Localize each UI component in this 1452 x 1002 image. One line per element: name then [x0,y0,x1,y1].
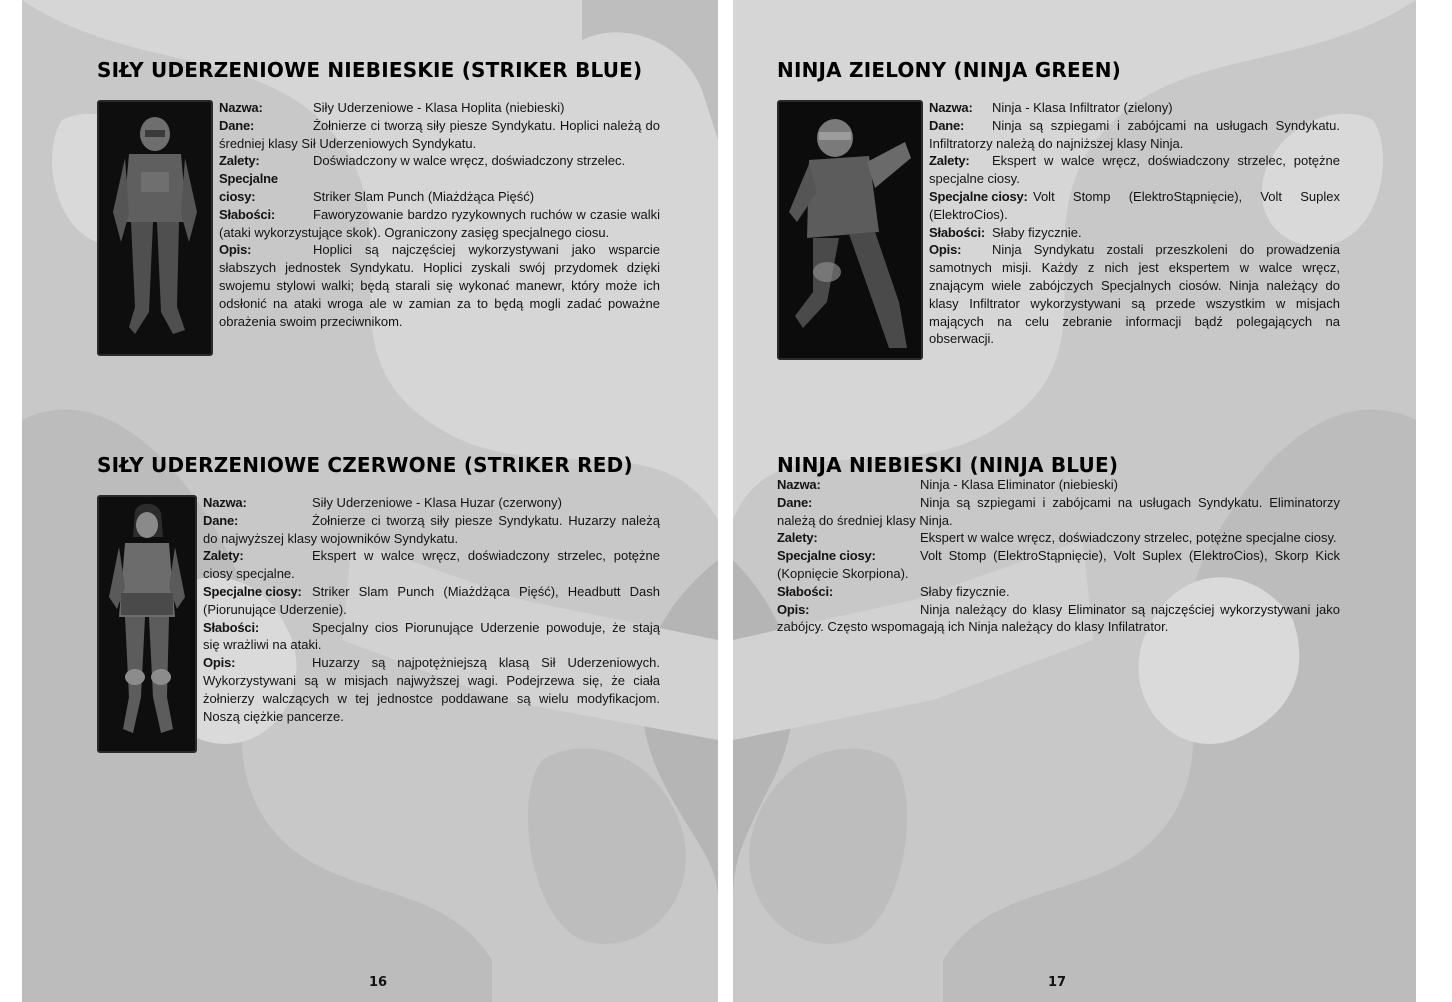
field-value: Striker Slam Punch (Miażdżąca Pięść), Headbutt Dash (Piorunujące Uderzenie). [203,583,660,617]
field-specjalne-ciosy [777,547,1340,583]
field-label: Nazwa: [219,100,263,115]
field-opis [203,654,660,725]
field-dane [219,117,660,153]
soldier-figure-image [99,102,211,354]
field-value: Huzarzy są najpotężniejszą klasą Sił Uderzeniowych. Wykorzystywani są w misjach najwyższej wagi. Podejrzewa się, że ciała żołnierzy walczących w tej jednostce poddawane są wielu modyfikacjom. Noszą ciężkie pancerze. [203,655,660,724]
field-zalety [203,547,660,583]
field-value: Ninja należący do klasy Eliminator są najczęściej wykorzystywani jako zabójcy. Często wspomagają ich Ninja należący do klasy Infilatrator. [777,601,1340,635]
field-dane [203,512,660,548]
field-label: Dane: [219,117,255,133]
field-label: Nazwa: [777,477,821,492]
field-label: Słabości: [929,224,985,240]
field-label: Specjalne ciosy: [203,583,302,599]
field-value: Striker Slam Punch (Miażdżąca Pięść) [313,188,535,204]
field-zalety [219,152,660,170]
field-value: Żołnierze ci tworzą siły piesze Syndykatu. Hoplici należą do średniej klasy Sił Uderzeniowych Syndykatu. [219,117,660,151]
field-label: Słabości: [777,583,833,599]
page-number-right: 17 [1048,975,1067,990]
ninja-figure-image [779,102,921,358]
field-value: Hoplici są najczęściej wykorzystywani jako wsparcie słabszych jednostek Syndykatu. Hoplici zyskali swój przydomek dzięki swojemu stylowi walki; będą starali się wykonać manewr, który może ich odsłonić na ataki wroga ale w zamian za to będą mogli zadać poważne obrażenia swoim przeciwnikom. [219,242,660,329]
field-value: Ekspert w walce wręcz, doświadczony strzelec, potężne specjalne ciosy. [929,153,1340,187]
field-label: Opis: [203,655,236,671]
field-value: Ekspert w walce wręcz, doświadczony strzelec, potężne specjalne ciosy. [920,530,1337,546]
field-label: Zalety: [203,548,244,564]
field-value: Ninja - Klasa Eliminator (niebieski) [920,477,1118,492]
field-label: Słabości: [219,206,275,222]
field-dane [929,117,1340,153]
field-specjalne-ciosy [203,583,660,619]
field-label: Słabości: [203,619,259,635]
field-opis [777,601,1340,637]
soldier-figure-image [99,497,195,751]
field-value: Ekspert w walce wręcz, doświadczony strzelec, potężne ciosy specjalne. [203,548,660,582]
heading-ninja-blue: NINJA NIEBIESKI (NINJA BLUE) [777,453,1119,477]
ninja-green-portrait [777,100,923,360]
field-value: Volt Stomp (ElektroStąpnięcie), Volt Suplex (ElektroCios), Skorp Kick (Kopnięcie Skorpiona). [777,548,1340,581]
field-specjalne-ciosy [219,170,660,206]
field-zalety [929,152,1340,188]
field-opis [929,241,1340,348]
field-value: Ninja - Klasa Infiltrator (zielony) [992,100,1173,115]
striker-blue-portrait [97,100,213,356]
field-label: Specjalne ciosy: [219,171,278,204]
field-nazwa [777,476,1340,494]
field-specjalne-ciosy [929,188,1340,224]
page-number-left: 16 [369,975,388,990]
field-value: Ninja Syndykatu zostali przeszkoleni do prowadzenia samotnych misji. Każdy z nich jest ekspertem w walce wręcz, znającym wiele zabójczych Specjalnych ciosów. Ninja należący do klasy Infiltrator wykorzystywani są przede wszystkim w misjach mających na celu zebranie informacji bądź polegających na obserwacji. [929,242,1340,347]
field-nazwa [203,494,660,512]
heading-striker-red: SIŁY UDERZENIOWE CZERWONE (STRIKER RED) [97,453,633,477]
field-value: Volt Stomp (ElektroStąpnięcie), Volt Suplex (ElektroCios). [929,188,1340,222]
field-slabosci [929,224,1340,242]
field-opis [219,241,660,330]
field-value: Siły Uderzeniowe - Klasa Hoplita (niebieski) [313,100,565,115]
center-gutter [718,0,733,1002]
field-label: Opis: [929,242,962,258]
field-label: Specjalne ciosy: [929,188,1028,204]
field-dane [777,494,1340,530]
field-nazwa [219,99,660,117]
field-value: Słaby fizycznie. [992,224,1082,240]
field-value: Słaby fizycznie. [920,583,1010,599]
field-value: Doświadczony w walce wręcz, doświadczony strzelec. [313,153,626,169]
field-value: Specjalny cios Piorunujące Uderzenie powoduje, że stają się wrażliwi na ataki. [203,619,660,653]
field-label: Dane: [777,494,813,510]
field-label: Opis: [777,601,810,617]
field-value: Faworyzowanie bardzo ryzykownych ruchów w czasie walki (ataki wykorzystujące skok). Ograniczony zasięg specjalnego ciosu. [219,206,660,240]
ninja-green-entry [929,99,1340,348]
field-value: Siły Uderzeniowe - Klasa Huzar (czerwony) [312,495,562,510]
field-label: Opis: [219,242,252,258]
field-label: Zalety: [219,153,260,169]
field-label: Zalety: [777,530,818,546]
field-label: Nazwa: [203,495,247,510]
field-label: Dane: [203,512,239,528]
field-label: Dane: [929,117,965,133]
field-label: Specjalne ciosy: [777,548,876,564]
field-zalety [777,529,1340,547]
striker-red-entry [203,494,660,725]
heading-striker-blue: SIŁY UDERZENIOWE NIEBIESKIE (STRIKER BLUE) [97,58,643,82]
field-value: Ninja są szpiegami i zabójcami na usługach Syndykatu. Infiltratorzy należą do najniższej klasy Ninja. [929,117,1340,151]
field-value: Żołnierze ci tworzą siły piesze Syndykatu. Huzarzy należą do najwyższej klasy wojowników Syndykatu. [203,512,660,546]
field-label: Zalety: [929,153,970,169]
field-value: Ninja są szpiegami i zabójcami na usługach Syndykatu. Eliminatorzy należą do średniej klasy Ninja. [777,494,1340,528]
left-margin [0,0,22,1002]
field-label: Nazwa: [929,100,973,115]
striker-blue-entry [219,99,660,330]
heading-ninja-green: NINJA ZIELONY (NINJA GREEN) [777,58,1121,82]
striker-red-portrait [97,495,197,753]
right-margin [1416,0,1452,1002]
field-slabosci [777,583,1340,601]
field-nazwa [929,99,1340,117]
field-slabosci [219,206,660,242]
field-slabosci [203,619,660,655]
ninja-blue-entry [777,476,1340,636]
